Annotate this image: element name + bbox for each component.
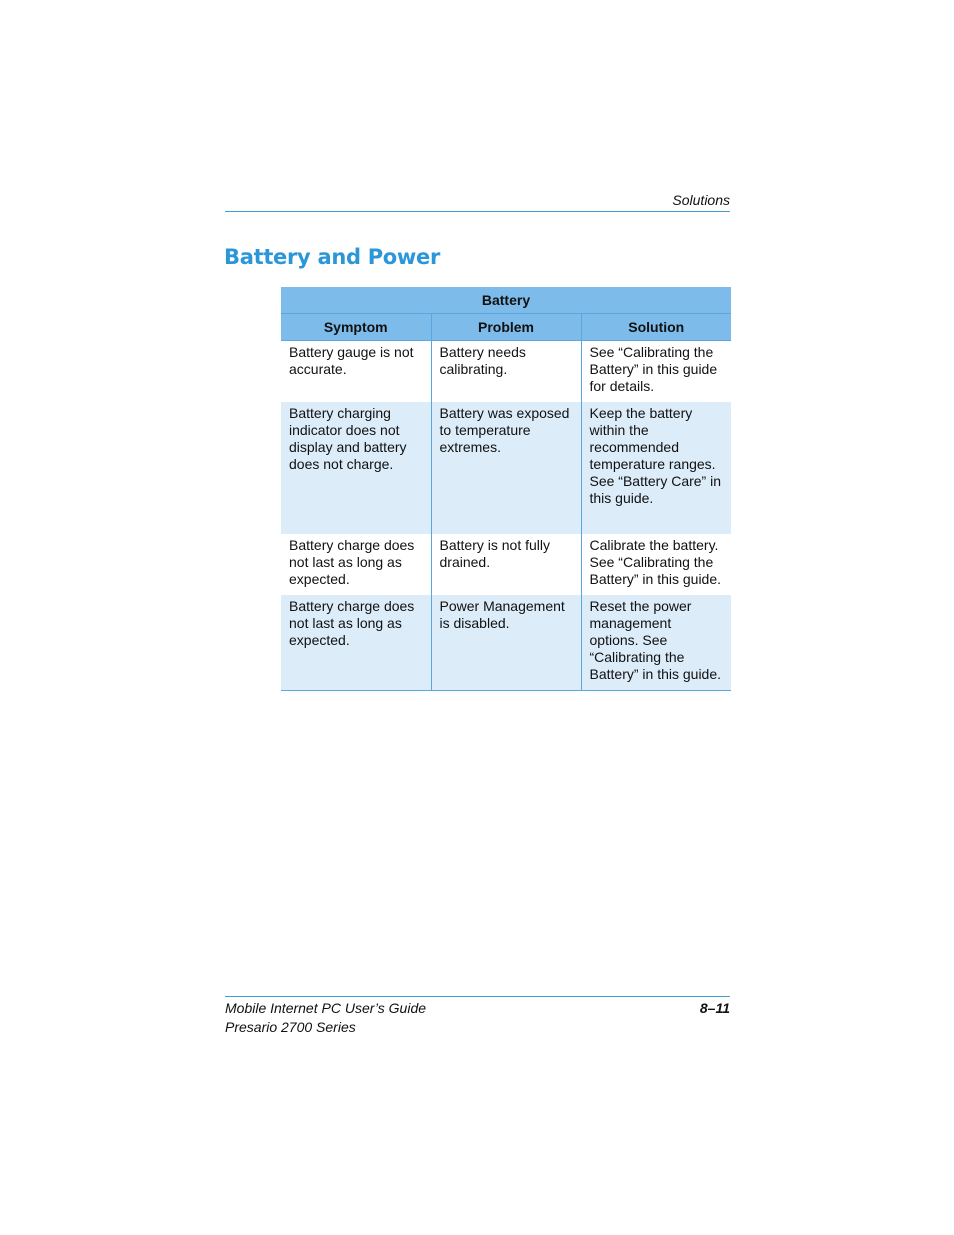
cell-solution: Keep the battery within the recommended temperature ranges. See “Battery Care” in this guide. [581,402,731,534]
table-caption: Battery [281,287,731,314]
cell-symptom: Battery charge does not last as long as expected. [281,595,431,691]
battery-table [281,287,731,691]
cell-problem: Power Management is disabled. [431,595,581,691]
column-header-solution: Solution [581,314,731,341]
cell-problem: Battery was exposed to temperature extremes. [431,402,581,534]
table-row [281,595,731,691]
table-row [281,534,731,595]
column-header-symptom: Symptom [281,314,431,341]
header-rule [225,211,730,212]
cell-solution: Calibrate the battery. See “Calibrating the Battery” in this guide. [581,534,731,595]
table-row [281,341,731,402]
cell-solution: Reset the power management options. See “Calibrating the Battery” in this guide. [581,595,731,691]
table-row [281,402,731,534]
footer-guide-info [225,999,426,1037]
cell-symptom: Battery gauge is not accurate. [289,344,414,377]
running-head: Solutions [672,192,730,208]
table-header-row [281,314,731,341]
cell-symptom: Battery charge does not last as long as expected. [289,536,415,587]
footer-rule [225,996,730,997]
table-caption-row [281,287,731,314]
footer-series: Presario 2700 Series [225,1019,356,1035]
cell-solution: See “Calibrating the Battery” in this guide for details. [581,341,731,402]
page-number: 8–11 [699,1000,730,1016]
footer-guide-title: Mobile Internet PC User’s Guide [225,1000,427,1016]
cell-problem: Battery is not fully drained. [431,534,581,595]
cell-problem: Battery needs calibrating. [431,341,581,402]
column-header-problem: Problem [431,314,581,341]
cell-symptom: Battery charging indicator does not display and battery does not charge. [281,402,431,534]
section-title: Battery and Power [224,245,441,269]
